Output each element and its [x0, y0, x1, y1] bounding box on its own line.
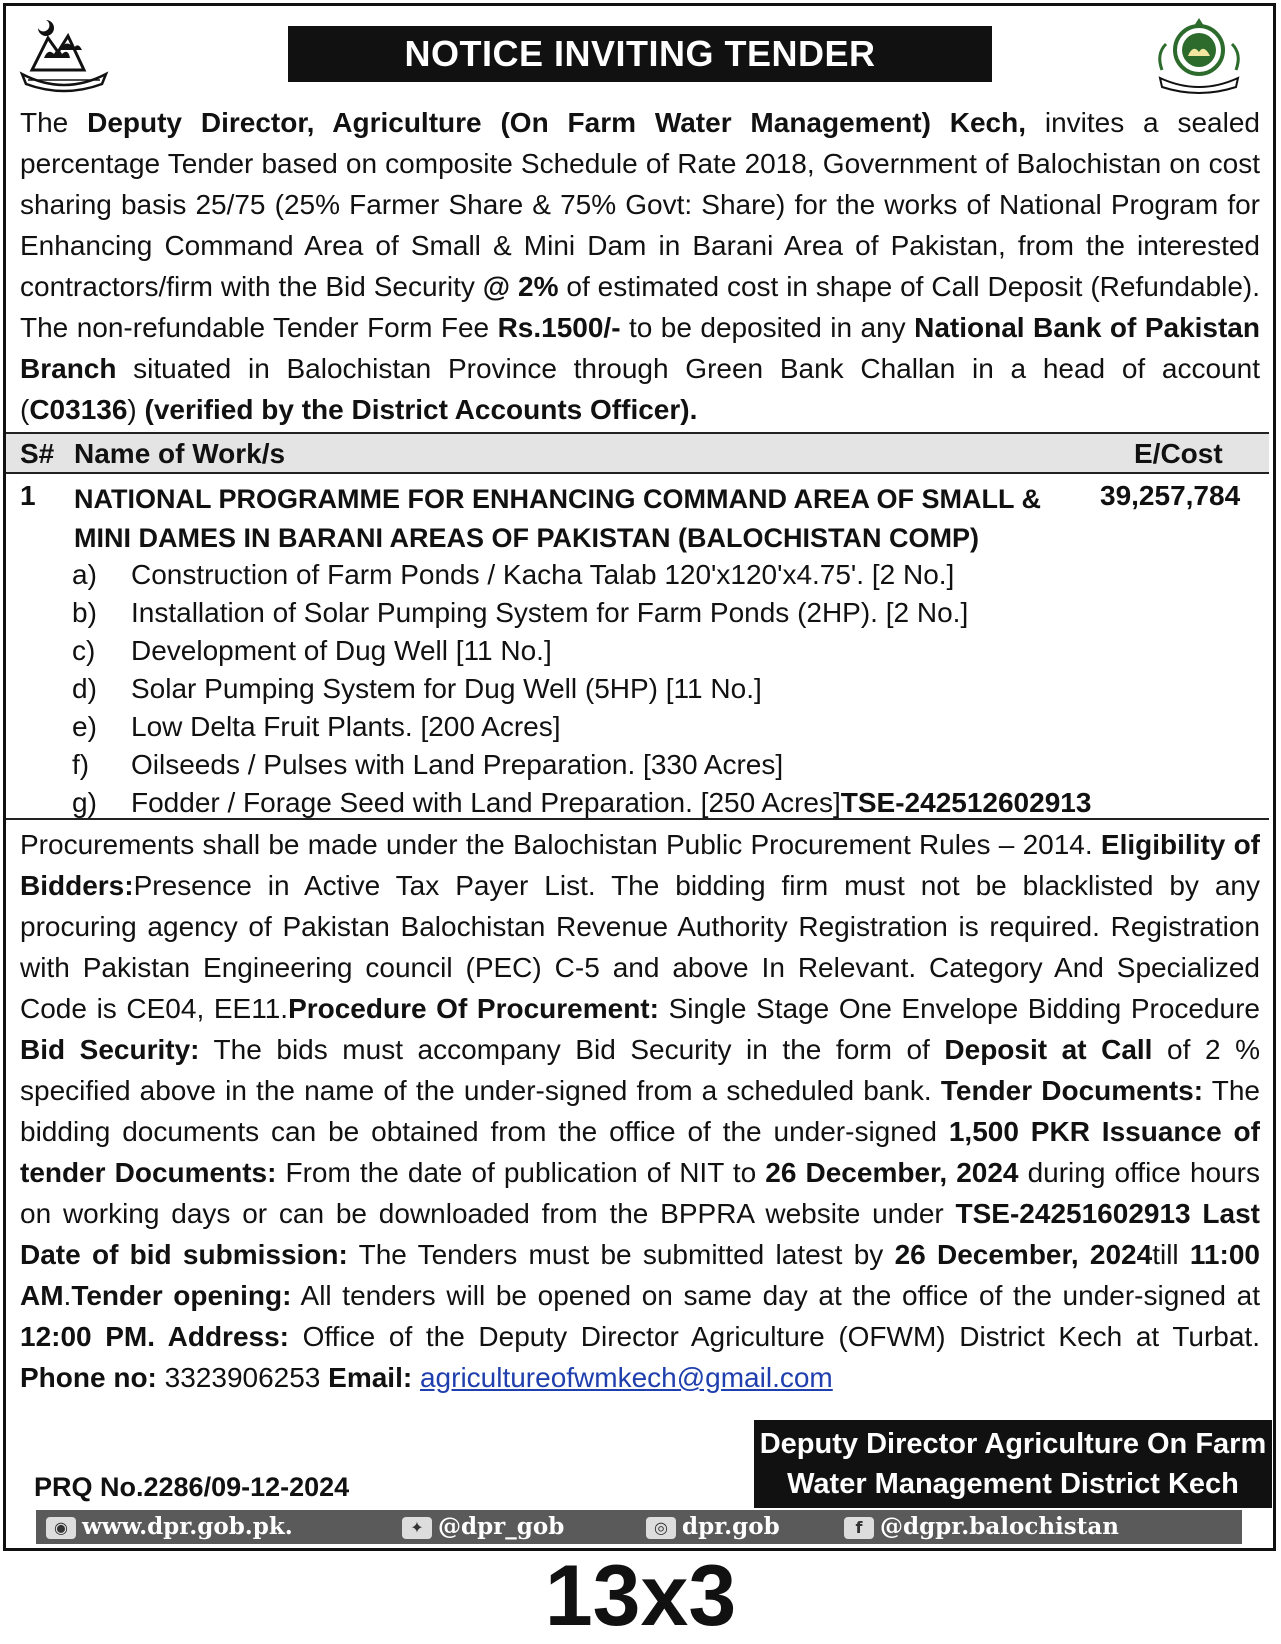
instagram-link[interactable]: ◎ dpr.gob [646, 1510, 780, 1544]
instagram-icon: ◎ [646, 1517, 676, 1539]
signatory-block [754, 1420, 1272, 1508]
facebook-link[interactable]: f @dgpr.balochistan [844, 1510, 1119, 1544]
tse-number: TSE-242512602913 [840, 787, 1092, 818]
list-item: g) Fodder / Forage Seed with Land Preparation. [250 Acres]TSE-242512602913 [72, 787, 1092, 818]
list-item: b) Installation of Solar Pumping System for Farm Ponds (2HP). [2 No.] [72, 597, 969, 628]
section-divider [6, 818, 1269, 820]
notice-title: NOTICE INVITING TENDER [288, 26, 992, 82]
header-serial: S# [20, 438, 55, 469]
email-link[interactable]: agricultureofwmkech@gmail.com [419, 1362, 833, 1393]
office-name: Deputy Director, Agriculture (On Farm Water Management) Kech, [87, 107, 1026, 138]
procurement-details-paragraph: Procurements shall be made under the Balochistan Public Procurement Rules – 2014. Eligibility of Bidders:Presence in Active Tax Payer List. The bidding firm must not be blacklisted by any procuring agency of Pakistan Balochistan Revenue Authority Registration is required. Registration with Pakistan Engineering council (PEC) C-5 and above In Relevant. Category And Specialized Code is CE04, EE11.Procedure Of Procurement: Single Stage One Envelope Bidding Procedure Bid Security: The bids must accompany Bid Security in the form of Deposit at Call of 2 % specified above in the name of the under-signed from a scheduled bank. Tender Documents: The bidding documents can be obtained from the office of the under-signed 1,500 PKR Issuance of tender Documents: From the date of publication of NIT to 26 December, 2024 during office hours on working days or can be downloaded from the BPPRA website under TSE-24251602913 Last Date of bid submission: The Tenders must be submitted latest by 26 December, 2024till 11:00 AM.Tender opening: All tenders will be opened on same day at the office of the under-signed at 12:00 PM. Address: Office of the Deputy Director Agriculture (OFWM) District Kech at Turbat. Phone no: 3323906253 Email: agricultureofwmkech@gmail.com [20, 829, 1261, 1393]
account-head: C03136 [29, 394, 128, 425]
bid-security-percent: @ 2% [482, 271, 559, 302]
bank-name: National Bank of Pakistan Branch [20, 312, 1260, 384]
ad-size-label: 13x3 [544, 1548, 737, 1644]
government-crest-logo [1146, 14, 1252, 94]
website-link[interactable]: ◉ www.dpr.gob.pk. [46, 1510, 293, 1544]
list-item: c) Development of Dug Well [11 No.] [72, 635, 552, 666]
work-title: NATIONAL PROGRAMME FOR ENHANCING COMMAND AREA OF SMALL & MINI DAMES IN BARANI AREAS OF PAKISTAN (BALOCHISTAN COMP) [74, 484, 1041, 553]
verification-note: (verified by the District Accounts Officer). [144, 394, 698, 425]
facebook-icon: f [844, 1517, 874, 1539]
list-item: f) Oilseeds / Pulses with Land Preparation. [330 Acres] [72, 749, 784, 780]
header-estimated-cost: E/Cost [1134, 438, 1223, 469]
list-item: d) Solar Pumping System for Dug Well (5HP) [11 No.] [72, 673, 762, 704]
work-items-list [0, 556, 1270, 822]
list-item: e) Low Delta Fruit Plants. [200 Acres] [72, 711, 561, 742]
twitter-link[interactable]: ✦ @dpr_gob [402, 1510, 564, 1544]
signatory-line-1: Deputy Director Agriculture On Farm [759, 1428, 1267, 1460]
header-name-of-work: Name of Work/s [74, 438, 286, 469]
work-estimated-cost: 39,257,784 [1100, 480, 1241, 511]
works-table-header [6, 432, 1269, 474]
dgpr-footer-bar [36, 1510, 1242, 1544]
work-serial: 1 [20, 480, 36, 511]
intro-paragraph: The Deputy Director, Agriculture (On Farm Water Management) Kech, invites a sealed percentage Tender based on composite Schedule of Rate 2018, Government of Balochistan on cost sharing basis 25/75 (25% Farmer Share & 75% Govt: Share) for the works of National Program for Enhancing Command Area of Small & Mini Dam in Barani Area of Pakistan, from the interested contractors/firm with the Bid Security @ 2% of estimated cost in shape of Call Deposit (Refundable). The non-refundable Tender Form Fee Rs.1500/- to be deposited in any National Bank of Pakistan Branch situated in Balochistan Province through Green Bank Challan in a head of account (C03136) (verified by the District Accounts Officer). [20, 107, 1260, 425]
globe-icon: ◉ [46, 1517, 76, 1539]
prq-number: PRQ No.2286/09-12-2024 [34, 1472, 350, 1502]
list-item: a) Construction of Farm Ponds / Kacha Talab 120'x120'x4.75'. [2 No.] [72, 559, 955, 590]
twitter-icon: ✦ [402, 1517, 432, 1539]
balochistan-emblem-logo [18, 14, 110, 94]
tender-fee: Rs.1500/- [497, 312, 621, 343]
signatory-line-2: Water Management District Kech [787, 1468, 1239, 1500]
